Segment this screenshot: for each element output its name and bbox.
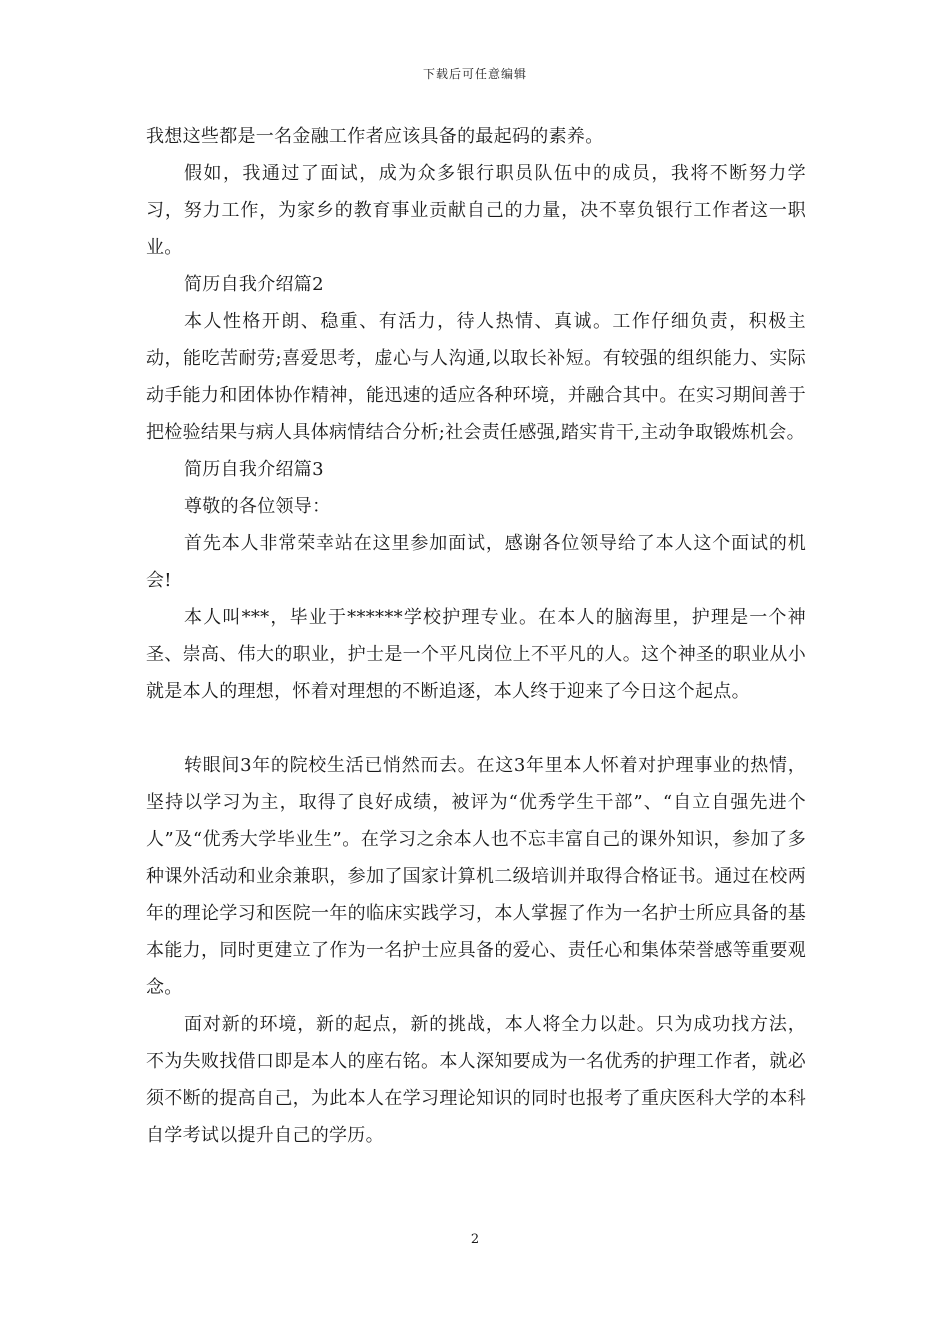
document-body [146,118,806,1154]
paragraph-personality: 本人性格开朗、稳重、有活力，待人热情、真诚。工作仔细负责，积极主动，能吃苦耐劳;喜爱思考，虚心与人沟通,以取长补短。有较强的组织能力、实际动手能力和团体协作精神，能迅速的适应各种环境，并融合其中。在实习期间善于把检验结果与病人具体病情结合分析;社会责任感强,踏实肯干,主动争取锻炼机会。 [146,311,806,443]
blank-line [146,710,806,747]
paragraph-thanks: 首先本人非常荣幸站在这里参加面试，感谢各位领导给了本人这个面试的机会! [146,533,806,591]
paragraph-bank-commitment: 假如，我通过了面试，成为众多银行职员队伍中的成员，我将不断努力学习，努力工作，为家乡的教育事业贡献自己的力量，决不辜负银行工作者这一职业。 [146,163,806,258]
section-heading-2: 简历自我介绍篇2 [184,274,324,295]
paragraph-closing-remark: 我想这些都是一名金融工作者应该具备的最起码的素养。 [146,126,604,147]
paragraph-introduction: 本人叫***，毕业于******学校护理专业。在本人的脑海里，护理是一个神圣、崇高、伟大的职业，护士是一个平凡岗位上不平凡的人。这个神圣的职业从小就是本人的理想，怀着对理想的不断追逐，本人终于迎来了今日这个起点。 [146,607,806,702]
paragraph-school-life: 转眼间3年的院校生活已悄然而去。在这3年里本人怀着对护理事业的热情，坚持以学习为主，取得了良好成绩，被评为“优秀学生干部”、“自立自强先进个人”及“优秀大学毕业生”。在学习之余本人也不忘丰富自己的课外知识，参加了多种课外活动和业余兼职，参加了国家计算机二级培训并取得合格证书。通过在校两年的理论学习和医院一年的临床实践学习，本人掌握了作为一名护士所应具备的基本能力，同时更建立了作为一名护士应具备的爱心、责任心和集体荣誉感等重要观念。 [146,755,806,998]
paragraph-new-challenge: 面对新的环境，新的起点，新的挑战，本人将全力以赴。只为成功找方法，不为失败找借口即是本人的座右铭。本人深知要成为一名优秀的护理工作者，就必须不断的提高自己，为此本人在学习理论知识的同时也报考了重庆医科大学的本科自学考试以提升自己的学历。 [146,1014,806,1146]
page-number: 2 [470,1232,480,1247]
paragraph-salutation: 尊敬的各位领导： [184,496,331,517]
section-heading-3: 简历自我介绍篇3 [184,459,324,480]
page-header: 下载后可任意编辑 [422,67,527,81]
